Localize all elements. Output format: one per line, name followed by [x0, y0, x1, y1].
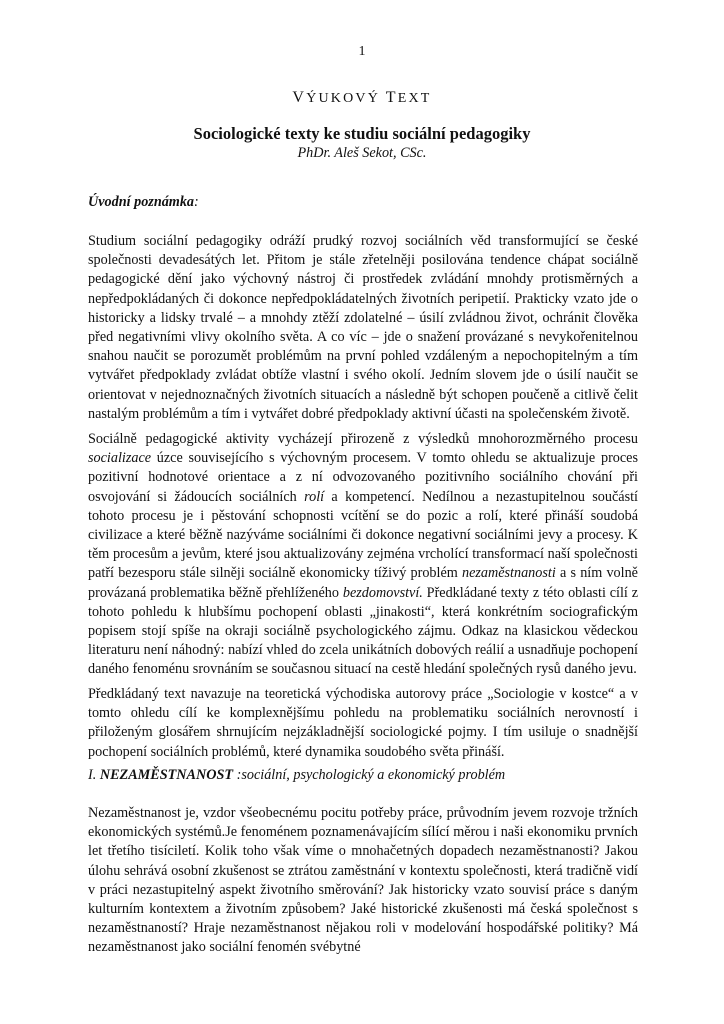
- paragraph-intro-3: [88, 685, 638, 762]
- text-run: a kompetencí. Nedílnou a nezastupitelnou součástí tohoto procesu je i pěstování schopnosti vcítění se do pozic a rolí, které přináší soudobá civilizace a které běžně nazýváme sociálními či dokonce negativní sociálními jevy a procesy. K těm procesům a jevům, které jsou aktualizovány zejména vrcholící transformací naší společnosti patří bezesporu stále silněji sociálně ekonomicky tíživý problém: [88, 488, 638, 582]
- italic-term: bezdomovství.: [342, 584, 423, 601]
- document-title: Sociologické texty ke studiu sociální pedagogiky: [193, 124, 531, 143]
- intro-heading-text: Úvodní poznámka: [88, 194, 195, 210]
- text-run: Sociálně pedagogické aktivity vycházejí přirozeně z výsledků mnohorozměrného procesu: [88, 431, 638, 447]
- intro-heading-colon: :: [194, 194, 199, 210]
- text-run: Studium sociální pedagogiky odráží prudký rozvoj sociálních věd transformující se české společnosti devadesátých let. Přitom je stále zřetelněji posilována tendence chápat sociálně pedagogické dění jako výchovný nástroj či prostředek zvládání mnohdy protisměrných a nepředpokládaných či dokonce nepředpokládatelných životních peripetií. Prakticky vzato jde o historicky a lidsky trvalé – a mnohdy ztěží zdolatelné – úsilí zvládnou život, ochránit člověka před negativními vlivy okolního světa. A co víc – jde o snažení provázané s nevykořenitelnou snahou naučit se porozumět problémům na první pohled vzdáleným a nepochopitelným a tím vytvářet předpoklady zvládat obtíže vlastní i svého okolí. Jedním slovem jde o úsilí naučit se orientovat v nejednoznačných životních situacích a následně být schopen poučeně a citlivě čelit nastalým problémům a tím i vytvářet dobré předpoklady aktivní účasti na společenském životě.: [88, 233, 638, 422]
- text-run: Předkládaný text navazuje na teoretická východiska autorovy práce „Sociologie v kostce“ a v tomto ohledu cílí ke komplexnějšímu pohledu na problematiku sociálních nerovností i přiloženým glosářem shrnujícím nejzákladnější sociologické pojmy. I tím usiluje o snadnější pochopení sociálních problémů, které dynamika soudobého světa přináší.: [88, 686, 638, 760]
- text-run: a s ním volně provázaná problematika běžně přehlíženého: [88, 565, 638, 601]
- paragraph-intro-1: [88, 232, 638, 424]
- page-number: 1: [358, 44, 366, 59]
- chapter-heading: [88, 766, 505, 785]
- chapter-subtitle: :sociální, psychologický a ekonomický problém: [233, 767, 506, 783]
- document-type-text: VÝUKOVÝ TEXT: [292, 89, 432, 106]
- text-run: úzce souvisejícího s výchovným procesem. V tomto ohledu se aktualizuje proces pozitivní hodnotové orientace a z ní odvozovaného pozitivního sociálního chování při osvojování si žádoucích sociálních: [88, 450, 638, 505]
- italic-term: socializace: [88, 450, 152, 467]
- chapter-keyword: NEZAMĚSTNANOST: [99, 767, 234, 783]
- italic-term: rolí: [304, 488, 325, 505]
- paragraph-intro-2: [88, 430, 638, 680]
- document-type-heading: [0, 88, 724, 108]
- text-run: Předkládané texty z této oblasti cílí z tohoto pohledu k hlubšímu pochopení oblasti „jinakosti“, která konkrétním sociografickým popisem stojí spíše na okraji sociálně psychologického zájmu. Odkaz na klasickou vědeckou literaturu není náhodný: nabízí vhled do zcela unikátních dobových reálií a usnadňuje pochopení daného fenoménu srovnáním se současnou situací na cestě hledání společných rysů daného jevu.: [88, 584, 639, 678]
- paragraph-chapter-1: Nezaměstnanost je, vzdor všeobecnému pocitu potřeby práce, průvodním jevem rozvoje tržních ekonomických systémů.Je fenoménem poznamenávajícím sílící měrou i naši ekonomiku prvních let třetího tisíciletí. Kolik toho však víme o mnohačetných dopadech nezaměstnanosti? Jakou úlohu sehrává osobní zkušenost se ztrátou zaměstnání v kontextu společnosti, která tradičně vidí v práci nezastupitelný aspekt životního směrování? Jak historicky vzato souvisí práce s daným kulturním kontextem a životním způsobem? Jaké historické zkušenosti má česká společnost s nezaměstnaností? Hraje nezaměstnanost nějakou roli v modelování hospodářské politiky? Má nezaměstnanost jako sociální fenomén svébytné: [88, 805, 638, 956]
- italic-term: nezaměstnanosti: [461, 565, 556, 582]
- author-line: PhDr. Aleš Sekot, CSc.: [297, 145, 427, 161]
- chapter-number: I.: [88, 767, 97, 783]
- intro-heading: [88, 193, 199, 212]
